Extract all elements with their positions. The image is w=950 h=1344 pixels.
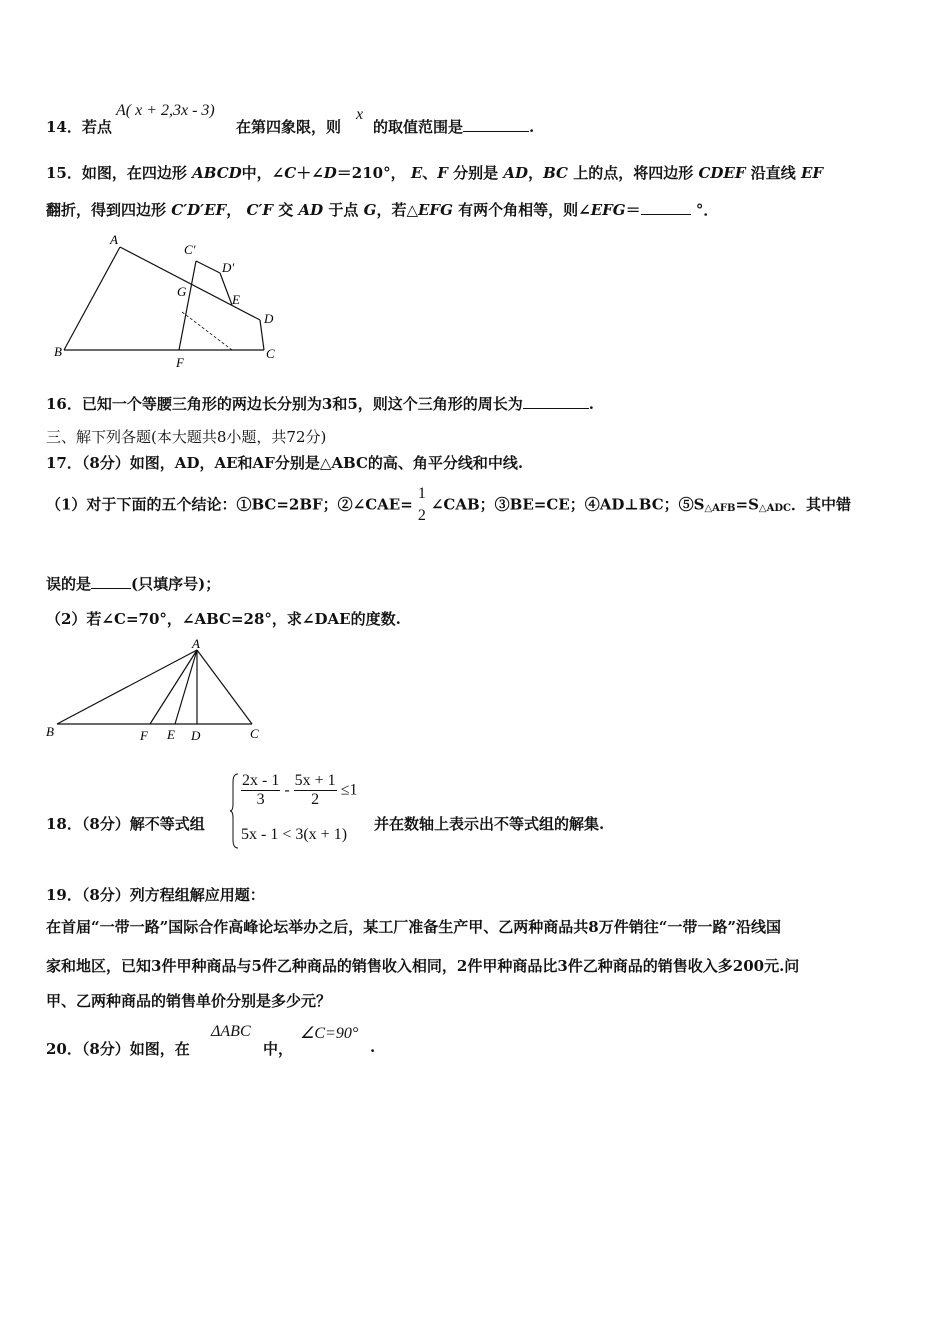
q15-text: 中，∠ <box>241 164 285 182</box>
label-C: C <box>250 726 259 741</box>
q15-text: ，若△ <box>376 201 418 219</box>
q20-angle: ∠C=90° <box>300 1025 359 1042</box>
q15-text: ＝ <box>625 201 641 219</box>
q15-var: E <box>410 164 423 182</box>
label-A: A <box>110 232 118 247</box>
q14-number: 14． <box>46 118 82 136</box>
fraction-1 <box>241 772 280 809</box>
q15-var: G <box>363 201 377 219</box>
q15-var: BC <box>543 164 568 182</box>
q15-text: °． <box>695 201 719 219</box>
answer-blank[interactable] <box>523 394 589 409</box>
q15-text: 于点 <box>328 201 359 219</box>
q15-var: EFG <box>417 201 453 219</box>
fraction-denominator: 2 <box>417 507 426 524</box>
q15-text: 沿直线 <box>750 164 796 182</box>
section-header: 三、解下列各题(本大题共8小题，共72分) <box>46 428 327 446</box>
label-D: D <box>264 311 274 326</box>
label-F: F <box>176 355 184 370</box>
q16-line <box>46 393 594 414</box>
q14-tail: 的取值范围是 <box>373 118 464 136</box>
fraction-denominator: 2 <box>311 791 320 808</box>
q17-triangle-figure <box>42 636 272 746</box>
q17-part2: （2）若∠C=70°，∠ABC=28°，求∠DAE的度数. <box>46 610 401 628</box>
q17-text: ∠CAB；③BE=CE；④AD⊥BC；⑤S <box>430 495 705 514</box>
label-B: B <box>54 344 62 359</box>
q17-text: （1）对于下面的五个结论：①BC=2BF；②∠CAE= <box>46 495 413 514</box>
fraction-numerator: 1 <box>417 485 426 502</box>
minus-sign: - <box>284 781 290 799</box>
label-A: A <box>192 636 200 651</box>
q17-text: ．其中错 <box>791 495 852 514</box>
q14-line <box>46 116 112 137</box>
q15-text: 交 <box>278 201 294 219</box>
q15-text: 上的点，将四边形 <box>573 164 694 182</box>
subscript: △AFB <box>704 503 736 514</box>
q15-line1 <box>46 162 823 183</box>
q15-var: C′D′EF <box>171 201 227 219</box>
q14-tail-line <box>373 116 534 137</box>
label-D-prime: D′ <box>222 260 235 275</box>
label-B: B <box>46 724 54 739</box>
fraction-denominator: 3 <box>256 791 265 808</box>
q16-end: . <box>588 395 594 413</box>
q20-end: . <box>370 1038 376 1056</box>
q17-part1-line1 <box>46 486 851 524</box>
q14-var-x: x <box>356 106 364 123</box>
inequality-system <box>229 772 374 852</box>
q15-line2 <box>46 199 718 220</box>
q15-text: ＝210°， <box>336 164 406 182</box>
q17-text: (只填序号)； <box>131 575 221 593</box>
label-D: D <box>191 728 201 743</box>
q14-point-math: A( x + 2,3x - 3) <box>116 102 215 119</box>
q17-text: 误的是 <box>46 575 92 593</box>
answer-blank[interactable] <box>91 574 131 589</box>
q17-stem: 17．（8分）如图，AD，AE和AF分别是△ABC的高、角平分线和中线. <box>46 454 524 472</box>
label-E: E <box>167 727 175 742</box>
q15-text: 、 <box>422 164 438 182</box>
q20-triangle: ΔABC <box>211 1023 251 1040</box>
subscript: △ADC <box>758 503 791 514</box>
left-brace <box>229 772 239 850</box>
q14-lead: 若点 <box>81 118 112 136</box>
q20-lead: 20．（8分）如图，在 <box>46 1040 190 1058</box>
q15-text: ＋∠ <box>296 164 324 182</box>
q15-text: 翻折，得到四边形 <box>46 201 167 219</box>
q15-text: 15．如图，在四边形 <box>46 164 187 182</box>
q15-var: AD <box>298 201 324 219</box>
q15-text: 有两个角相等，则∠ <box>458 201 591 219</box>
label-G: G <box>177 284 187 299</box>
q20-mid: 中， <box>263 1040 294 1058</box>
le-one: ≤1 <box>340 781 358 799</box>
q14-mid: 在第四象限，则 <box>236 118 342 136</box>
fraction-numerator: 5x + 1 <box>294 772 336 789</box>
q14-end: . <box>529 118 535 136</box>
q18-lead: 18．（8分）解不等式组 <box>46 815 205 833</box>
q16-text: 16．已知一个等腰三角形的两边长分别为3和5，则这个三角形的周长为 <box>46 395 523 413</box>
q15-var: AD <box>503 164 529 182</box>
q15-var: CDEF <box>698 164 746 182</box>
q15-var: C′F <box>246 201 273 219</box>
answer-blank[interactable] <box>463 117 529 132</box>
one-half-fraction <box>417 486 427 524</box>
q19-line2: 家和地区，已知3件甲种商品与5件乙种商品的销售收入相同，2件甲种商品比3件乙种商品的销售收入多200元.问 <box>46 957 800 975</box>
label-C: C <box>266 346 275 361</box>
fraction-2 <box>294 772 337 809</box>
q15-var: F <box>437 164 448 182</box>
q15-text: 分别是 <box>453 164 499 182</box>
q15-var: C <box>284 164 297 182</box>
fraction-numerator: 2x - 1 <box>242 772 280 789</box>
q15-quadrilateral-figure <box>46 232 286 372</box>
q17-part1-line2 <box>46 573 220 594</box>
inequality-2: 5x - 1 < 3(x + 1) <box>241 826 348 843</box>
answer-blank[interactable] <box>641 200 691 215</box>
q19-line1: 在首届“一带一路”国际合作高峰论坛举办之后，某工厂准备生产甲、乙两种商品共8万件销往“一带一路”沿线国 <box>46 918 781 936</box>
q15-var: D <box>323 164 337 182</box>
q15-text: ， <box>226 201 242 219</box>
q15-text: ， <box>528 164 544 182</box>
q15-var: EF <box>801 164 824 182</box>
q17-text: =S <box>735 495 759 514</box>
q15-var: ABCD <box>192 164 242 182</box>
label-C-prime: C′ <box>184 242 196 257</box>
q19-line3: 甲、乙两种商品的销售单价分别是多少元？ <box>46 992 332 1010</box>
q15-var: EFG <box>590 201 626 219</box>
q18-tail: 并在数轴上表示出不等式组的解集. <box>374 815 605 833</box>
label-E: E <box>232 292 240 307</box>
q19-title: 19．（8分）列方程组解应用题： <box>46 886 265 904</box>
label-F: F <box>140 728 148 743</box>
